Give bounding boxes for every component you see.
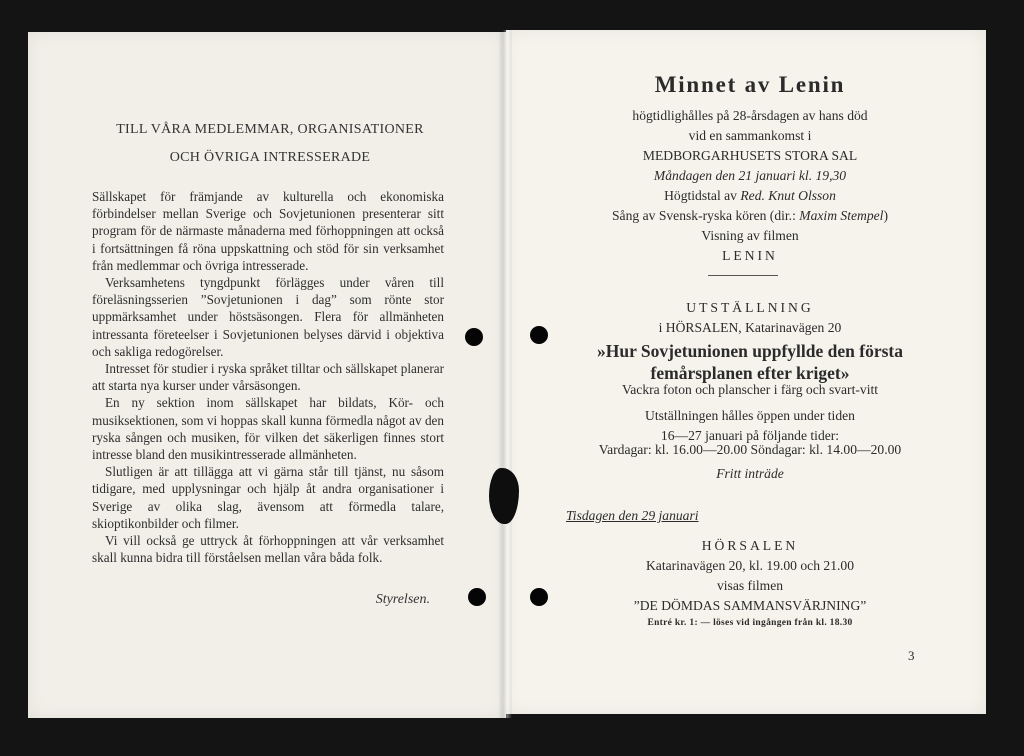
conductor-name: Maxim Stempel (799, 208, 884, 223)
exhibit-headline (520, 340, 980, 384)
song-line (520, 206, 980, 226)
paragraph: Slutligen är att tillägga att vi gärna står till tjänst, nu såsom tidigare, med upplysningar och hjälp åt andra organisationer i Sverige av olika slag, ävensom att förmedla talare, skioptikonbilder och filmer. (92, 464, 444, 531)
signature: Styrelsen. (375, 592, 430, 607)
intro-line: högtidlighålles på 28-årsdagen av hans död (632, 108, 868, 123)
divider (708, 275, 778, 276)
song-prefix: Sång av Svensk-ryska kören (dir.: (612, 208, 800, 223)
punch-hole (465, 328, 483, 346)
paragraph: Intresset för studier i ryska språket tilltar och sällskapet planerar att starta nya kurser under vårsäsongen. (92, 361, 444, 394)
song-suffix: ) (883, 208, 888, 223)
paragraph: Vi vill också ge uttryck åt förhoppningen att vår verksamhet skall kunna bidra till förståelsen mellan våra båda folk. (92, 533, 444, 566)
exhibit-label: UTSTÄLLNING (686, 300, 814, 315)
page-fold (498, 30, 512, 718)
headline-line: femårsplanen efter kriget» (650, 363, 850, 383)
exhibit-description: Vackra foton och planscher i färg och svart-vitt (621, 382, 879, 397)
lenin-title: Minnet av Lenin (654, 72, 846, 97)
left-heading-1: TILL VÅRA MEDLEMMAR, ORGANISATIONER (116, 122, 424, 137)
film-line: Visning av filmen (701, 228, 799, 243)
hall-name: HÖRSALEN (701, 538, 799, 553)
headline-line: »Hur Sovjetunionen uppfyllde den första (597, 341, 903, 361)
film-title: LENIN (722, 248, 778, 263)
entry-fee: Entré kr. 1: — löses vid ingången från kl. 18.30 (647, 618, 853, 628)
free-entry: Fritt inträde (716, 466, 784, 481)
paragraph: Verksamhetens tyngdpunkt förlägges under våren till föreläsningsserien ”Sovjetunionen i dag” som rönte stor uppmärksamhet under höstsäsongen. Flera för allmänheten intressanta företeelser i Sovjetunionen belyses därvid i objektiva och sakliga redogörelser. (92, 275, 444, 359)
speaker-name: Red. Knut Olsson (740, 188, 836, 203)
hours-line: Utställningen hålles öppen under tiden (645, 408, 855, 423)
exhibit-place: i HÖRSALEN, Katarinavägen 20 (658, 320, 842, 335)
hours-line: 16—27 januari på följande tider: (660, 428, 840, 443)
paragraph: En ny sektion inom sällskapet har bildats, Kör- och musiksektionen, som vi hoppas skall kunna förmedla något av den ryska sången och musiken, för vilken det säkerligen finnes stort intresse bland den musikintresserade allmänheten. (92, 395, 444, 463)
hall-address: Katarinavägen 20, kl. 19.00 och 21.00 (645, 558, 854, 573)
speech-prefix: Högtidstal av (664, 188, 741, 203)
film-name: ”DE DÖMDAS SAMMANSVÄRJNING” (633, 598, 867, 613)
date-line: Måndagen den 21 januari kl. 19,30 (653, 168, 847, 183)
tuesday-date: Tisdagen den 29 januari (566, 508, 699, 523)
paragraph: Sällskapet för främjande av kulturella och ekonomiska förbindelser mellan Sverige och Sovjetunionen presenterar sitt program för de närmaste månaderna med förhoppningen att också i fortsättningen få röna uppskattning och stöd för sin verksamhet från medlemmar och övriga intresserade. (92, 189, 444, 273)
left-body (92, 188, 444, 566)
hours-line: Vardagar: kl. 16.00—20.00 Söndagar: kl. 14.00—20.00 (598, 442, 902, 457)
speech-line (520, 186, 980, 206)
page-number: 3 (908, 648, 915, 663)
left-heading-2: OCH ÖVRIGA INTRESSERADE (169, 150, 371, 165)
venue-line: MEDBORGARHUSETS STORA SAL (642, 148, 858, 163)
shown-line: visas filmen (716, 578, 784, 593)
punch-hole (468, 588, 486, 606)
intro-line: vid en sammankomst i (688, 128, 812, 143)
